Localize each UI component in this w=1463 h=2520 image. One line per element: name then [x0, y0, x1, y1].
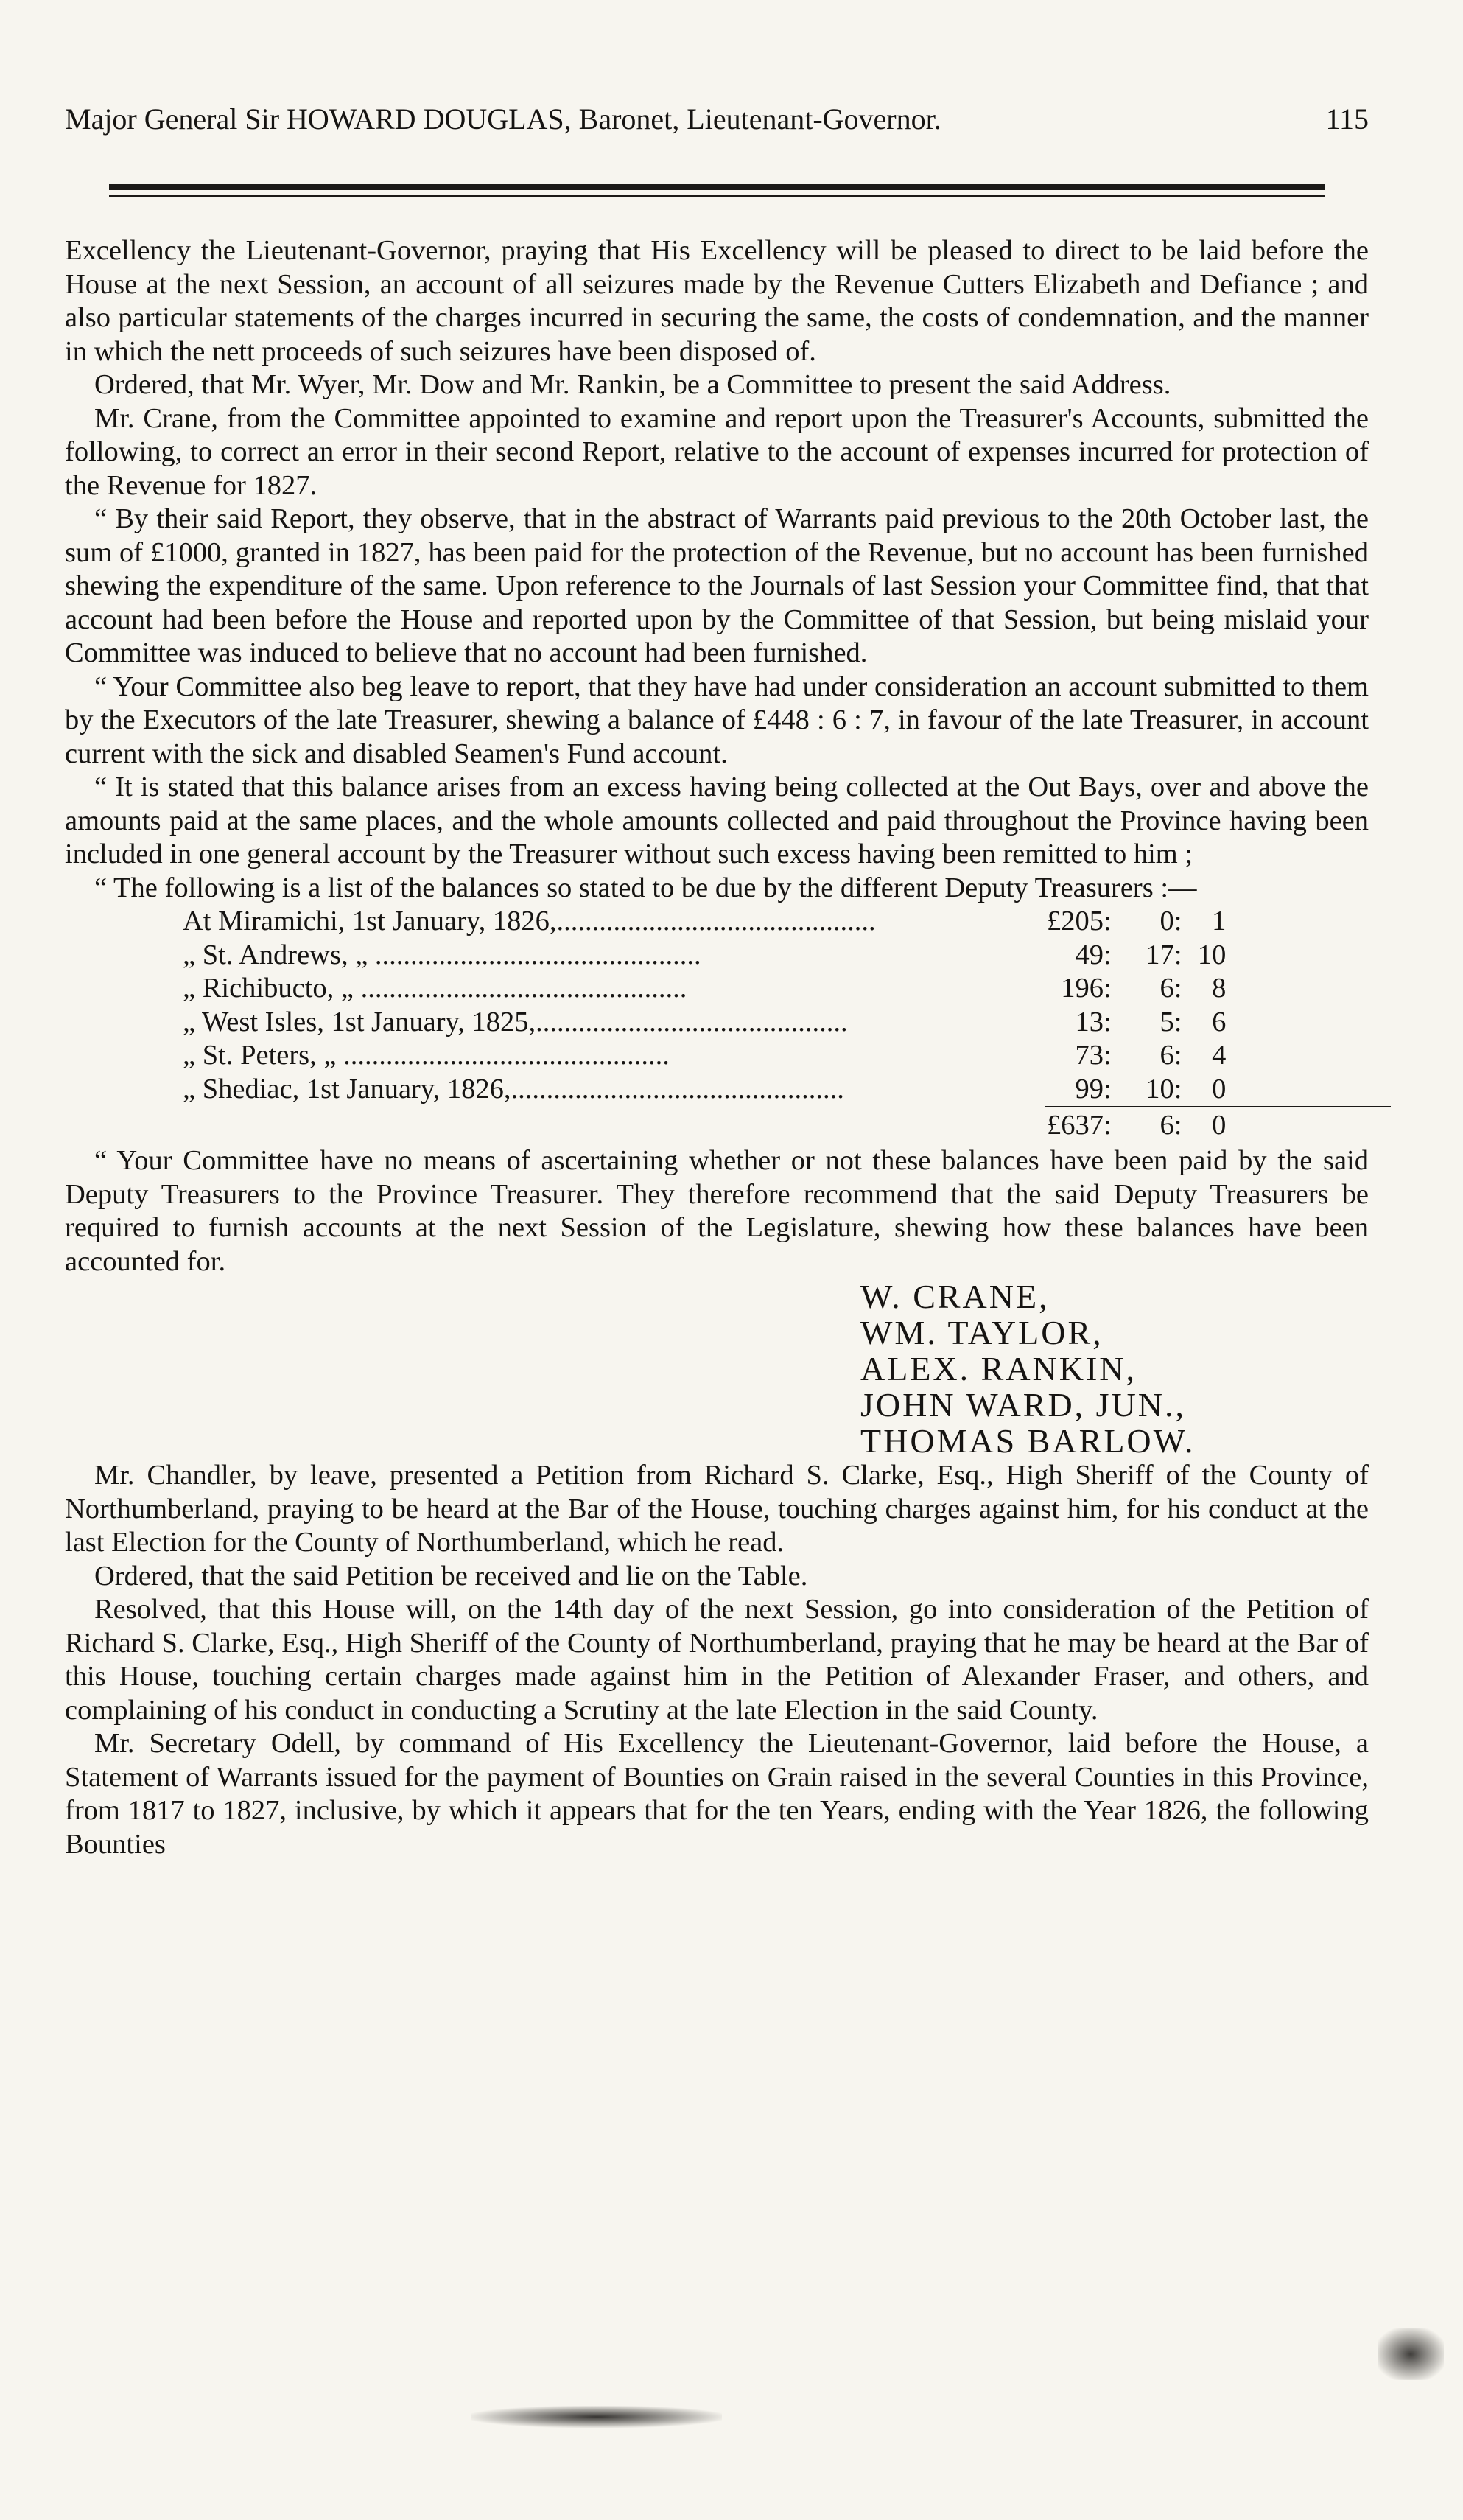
ink-blot — [471, 2406, 722, 2428]
signature: W. CRANE, — [860, 1278, 1050, 1315]
total-rule — [1045, 1106, 1391, 1107]
balance-amount: 73: 6: 4 — [1075, 1040, 1227, 1071]
signature: ALEX. RANKIN, — [860, 1350, 1137, 1387]
page-number: 115 — [1325, 102, 1369, 136]
paragraph-balances-intro: “ The following is a list of the balances so stated to be due by the different Deputy Treasurers :— — [94, 872, 1197, 903]
balance-location: „ St. Andrews, „ .............................................. — [183, 939, 701, 970]
page-body — [65, 234, 1369, 1861]
signature: THOMAS BARLOW. — [860, 1422, 1196, 1460]
balance-location: „ West Isles, 1st January, 1825,............................................ — [183, 1006, 848, 1037]
paragraph-crane-report: Mr. Crane, from the Committee appointed to examine and report upon the Treasurer's Accounts, submitted the following, to correct an error in their second Report, relative to the account of expenses incurred for protection of the Revenue for 1827. — [65, 402, 1369, 501]
balance-row — [65, 1039, 1369, 1073]
balance-location: At Miramichi, 1st January, 1826,............................................. — [183, 906, 876, 937]
balance-total: £637: 6: 0 — [1047, 1110, 1227, 1141]
paragraph-committee-recommendation: “ Your Committee have no means of ascertaining whether or not these balances have been paid by the said Deputy Treasurers to the Province Treasurer. They therefore recommend that the said Deputy Treasurers be required to furnish accounts at the next Session of the Legislature, shewing how these balances have been accounted for. — [65, 1145, 1369, 1277]
balance-amount: 196: 6: 8 — [1061, 973, 1227, 1004]
deputy-treasurer-balances — [65, 905, 1369, 1144]
balance-location: „ Shediac, 1st January, 1826,............................................... — [183, 1073, 844, 1105]
balance-total-row — [65, 1106, 1369, 1144]
balance-amount: 49: 17: 10 — [1075, 939, 1227, 970]
paragraph-odell-statement: Mr. Secretary Odell, by command of His Excellency the Lieutenant-Governor, laid before the House, a Statement of Warrants issued for the payment of Bounties on Grain raised in the several Counties in this Province, from 1817 to 1827, inclusive, by which it appears that for the ten Years, ending with the Year 1826, the following Bounties — [65, 1728, 1369, 1860]
committee-signatures — [65, 1278, 1369, 1459]
running-head: Major General Sir HOWARD DOUGLAS, Baronet, Lieutenant-Governor. — [65, 102, 941, 136]
signature: JOHN WARD, JUN., — [860, 1386, 1187, 1424]
signature: WM. TAYLOR, — [860, 1314, 1104, 1351]
balance-row — [65, 939, 1369, 973]
paragraph-out-bays-excess: “ It is stated that this balance arises from an excess having being collected at the Out Bays, over and above the amounts paid at the same places, and the whole amounts collected and paid throughout the Province having been included in one general account by the Treasurer without such excess having been remitted to him ; — [65, 771, 1369, 869]
balance-row — [65, 1006, 1369, 1040]
balance-location: „ Richibucto, „ .............................................. — [183, 973, 687, 1004]
header-rule-thick — [109, 184, 1325, 190]
paragraph-chandler-petition: Mr. Chandler, by leave, presented a Petition from Richard S. Clarke, Esq., High Sheriff of the County of Northumberland, praying to be heard at the Bar of the House, touching charges against him, for his conduct at the last Election for the County of Northumberland, which he read. — [65, 1460, 1369, 1558]
paragraph-address-continued: Excellency the Lieutenant-Governor, praying that His Excellency will be pleased to direct to be laid before the House at the next Session, an account of all seizures made by the Revenue Cutters Elizabeth and Defiance ; and also particular statements of the charges incurred in securing the same, the costs of condemnation, and the manner in which the nett proceeds of such seizures have been disposed of. — [65, 235, 1369, 367]
balance-amount: 99: 10: 0 — [1075, 1073, 1227, 1105]
paragraph-warrants-abstract: “ By their said Report, they observe, that in the abstract of Warrants paid previous to the 20th October last, the sum of £1000, granted in 1827, has been paid for the protection of the Revenue, but no account has been furnished shewing the expenditure of the same. Upon reference to the Journals of last Session your Committee find, that that account had been before the House and reported upon by the Committee of that Session, but being mislaid your Committee was induced to believe that no account had been furnished. — [65, 503, 1369, 668]
balance-amount: £205: 0: 1 — [1047, 906, 1227, 937]
balance-amount: 13: 5: 6 — [1075, 1006, 1227, 1037]
header-rule-thin — [109, 195, 1325, 197]
paragraph-seamens-fund: “ Your Committee also beg leave to report, that they have had under consideration an account submitted to them by the Executors of the late Treasurer, shewing a balance of £448 : 6 : 7, in favour of the late Treasurer, in account current with the sick and disabled Seamen's Fund account. — [65, 671, 1369, 769]
balance-location: „ St. Peters, „ .............................................. — [183, 1040, 670, 1071]
paragraph-resolved: Resolved, that this House will, on the 14th day of the next Session, go into consideration of the Petition of Richard S. Clarke, Esq., High Sheriff of the County of Northumberland, praying that he may be heard at the Bar of this House, touching certain charges made against him in the Petition of Alexander Fraser, and others, and complaining of his conduct in conducting a Scrutiny at the late Election in the said County. — [65, 1594, 1369, 1726]
ink-blot — [1378, 2328, 1444, 2380]
balance-row — [65, 1073, 1369, 1107]
balance-row — [65, 972, 1369, 1006]
paragraph-committee-ordered: Ordered, that Mr. Wyer, Mr. Dow and Mr. Rankin, be a Committee to present the said Address. — [94, 369, 1171, 400]
paragraph-petition-ordered: Ordered, that the said Petition be received and lie on the Table. — [94, 1560, 808, 1592]
balance-row — [65, 905, 1369, 939]
